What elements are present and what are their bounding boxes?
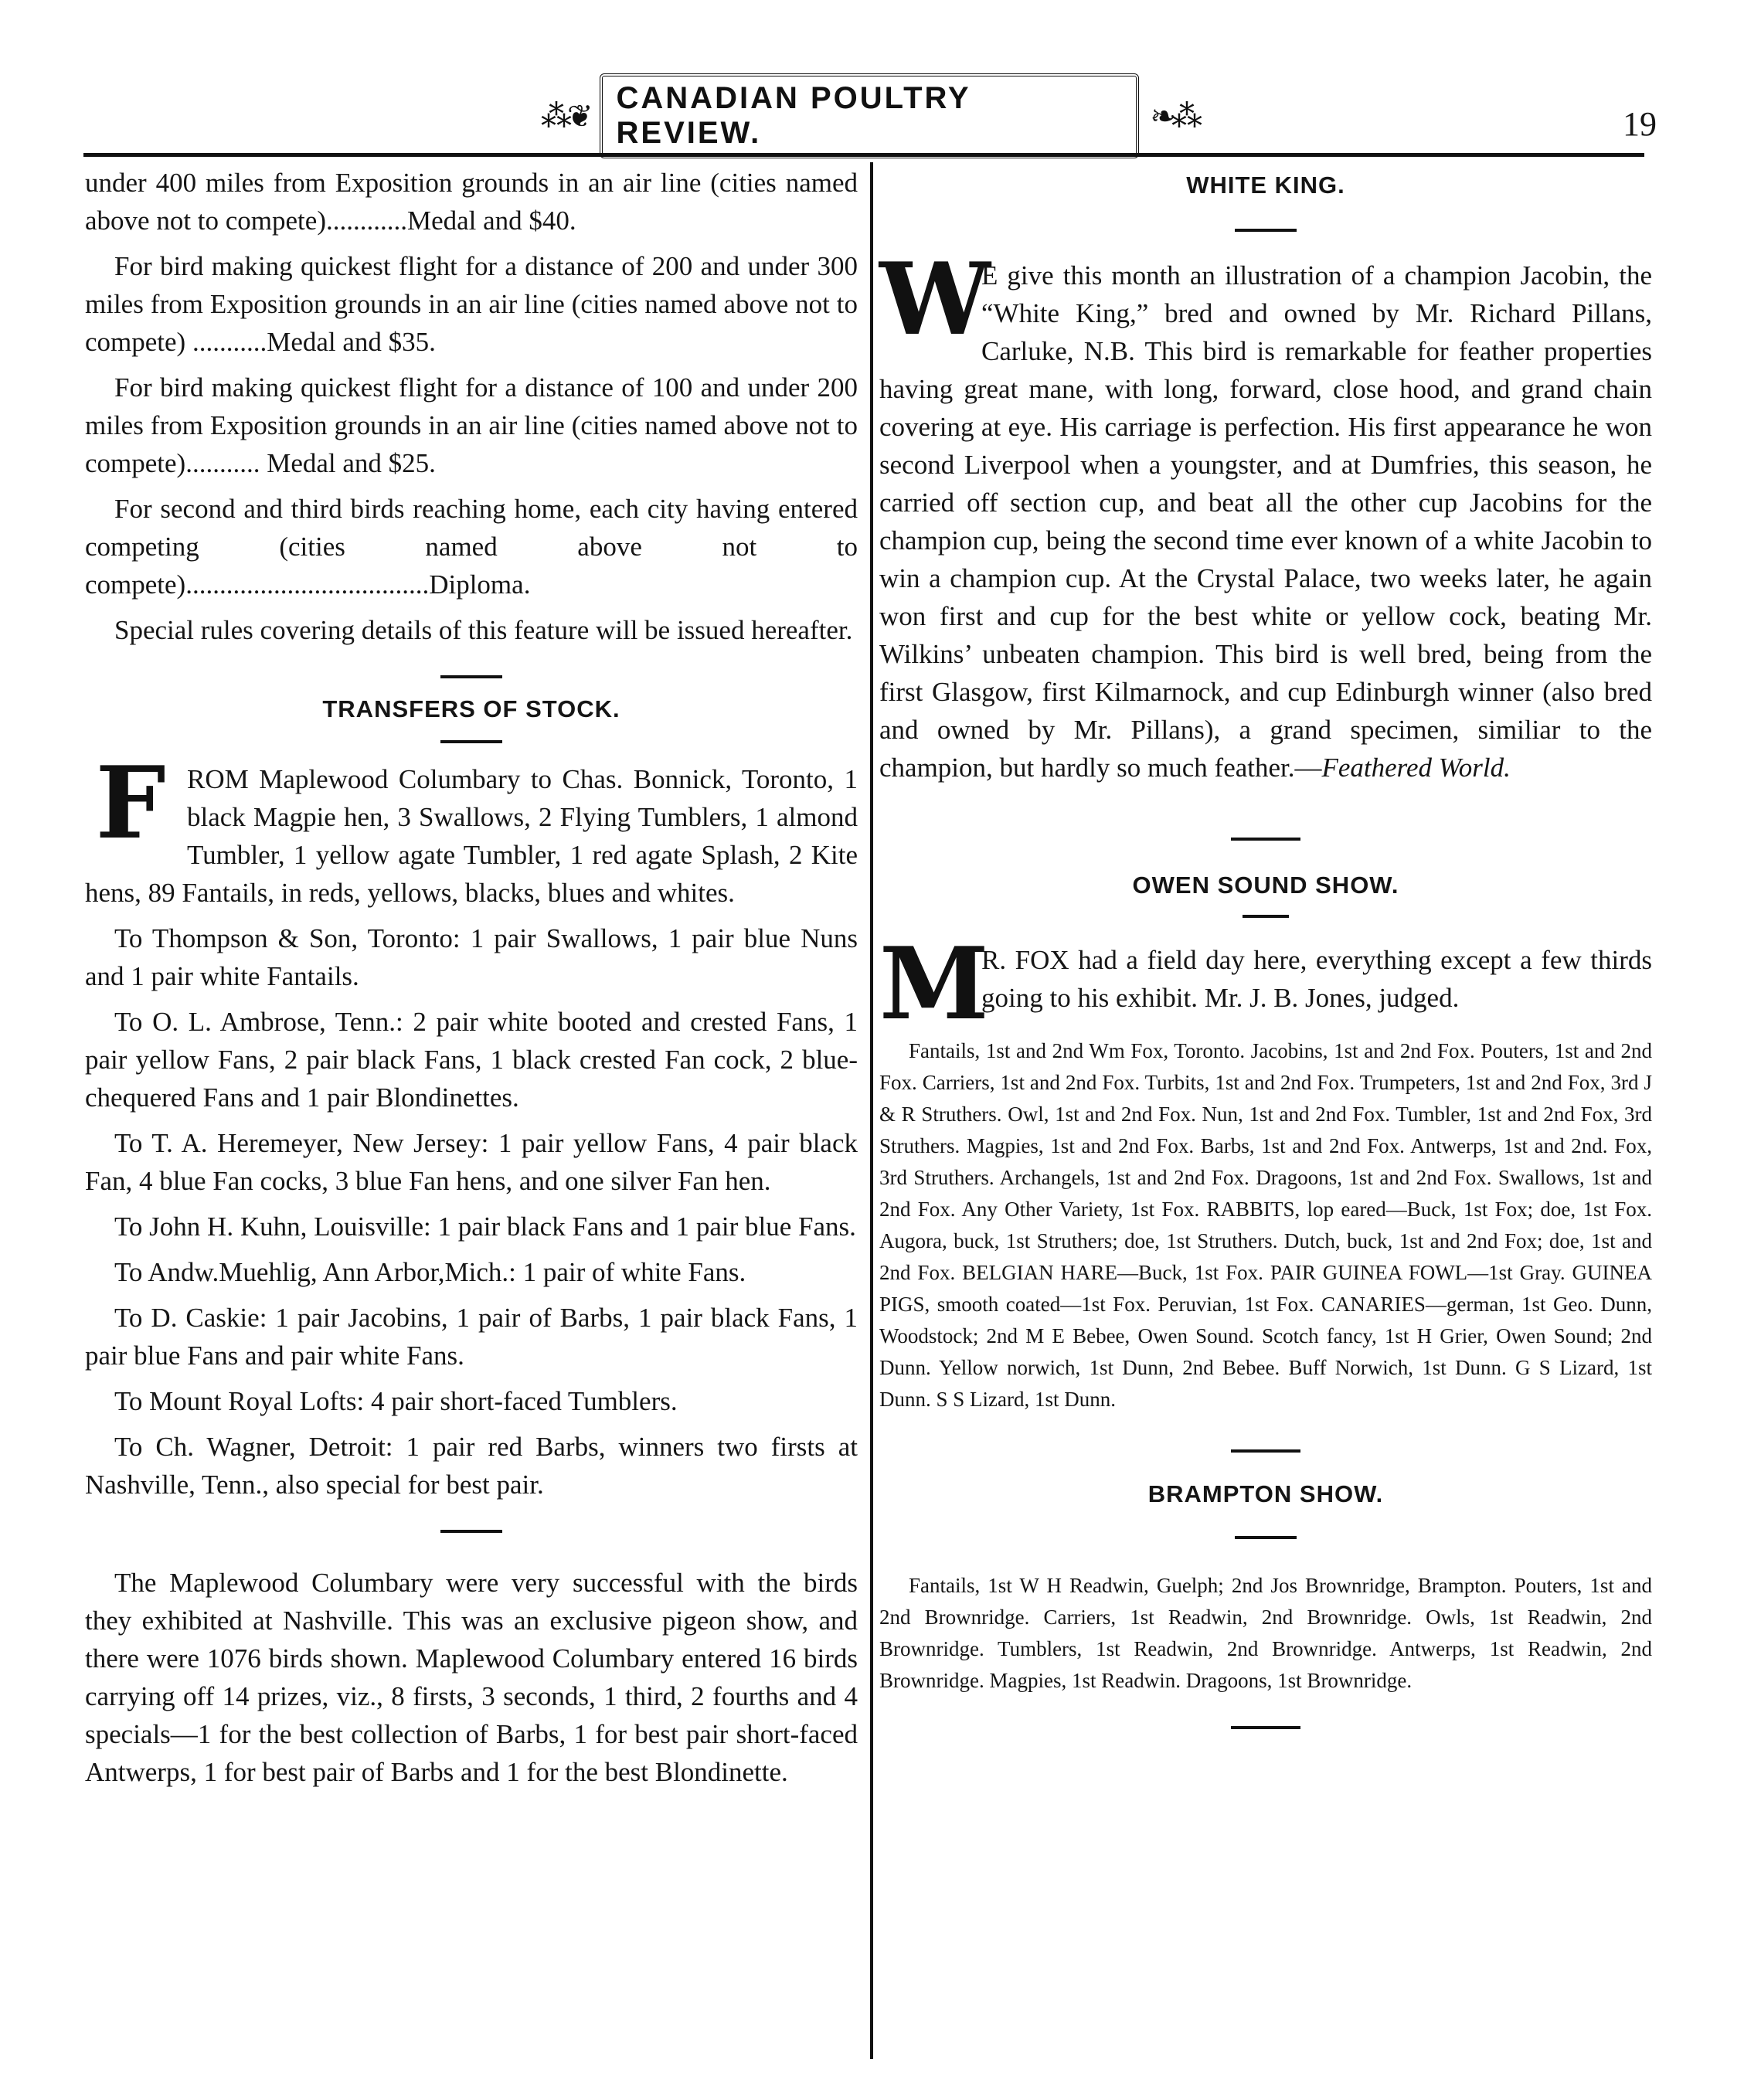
paragraph-special-rules: Special rules covering details of this feature will be issued hereafter. (114, 615, 853, 645)
heading-white-king: WHITE KING. (1186, 172, 1345, 199)
masthead (541, 81, 1198, 150)
transfer-item: To T. A. Heremeyer, New Jersey: 1 pair yellow Fans, 4 pair black Fan, 4 blue Fan cocks, 3 blue Fan hens, and one silver Fan hen. (85, 1128, 858, 1196)
transfer-item: To Andw.Muehlig, Ann Arbor,Mich.: 1 pair of white Fans. (114, 1257, 746, 1287)
section-divider (1231, 1449, 1300, 1453)
transfer-item: To John H. Kuhn, Louisville: 1 pair black Fans and 1 pair blue Fans. (114, 1211, 856, 1242)
white-king-source: Feathered World. (1321, 753, 1511, 783)
section-divider (1235, 229, 1297, 232)
masthead-title: CANADIAN POULTRY REVIEW. (600, 73, 1140, 158)
owen-sound-results: Fantails, 1st and 2nd Wm Fox, Toronto. Jacobins, 1st and 2nd Fox. Pouters, 1st and 2nd Fox. Carriers, 1st and 2nd Fox. Turbits, 1st and 2nd Fox. Trumpeters, 1st and 2nd Fox, 3rd J & R Struthers. Owl, 1st and 2nd Fox. Nun, 1st and 2nd Fox. Tumbler, 1st and 2nd Fox, 3rd Struthers. Magpies, 1st and 2nd Fox. Barbs, 1st and 2nd Fox. Antwerps, 1st and 2nd. Fox, 3rd Struthers. Archangels, 1st and 2nd Fox. Dragoons, 1st and 2nd Fox. Swallows, 1st and 2nd Fox. Any Other Variety, 1st Fox. RABBITS, lop eared—Buck, 1st Fox; doe, 1st Fox. Augora, buck, 1st Struthers; doe, 1st Struthers. Dutch, buck, 1st and 2nd Fox; doe, 1st and 2nd Fox. BELGIAN HARE—Buck, 1st Fox. PAIR GUINEA FOWL—1st Gray. GUINEA PIGS, smooth coated—1st Fox. Peruvian, 1st Fox. CANARIES—german, 1st Geo. Dunn, Woodstock; 2nd M E Bebee, Owen Sound. Scotch fancy, 1st H Grier, Owen Sound; 2nd Dunn. Yellow norwich, 1st Dunn, 2nd Bebee. Buff Norwich, 1st Dunn. G S Lizard, 1st Dunn. S S Lizard, 1st Dunn. (879, 1039, 1652, 1411)
section-divider (1231, 838, 1300, 841)
column-rule (870, 162, 873, 2059)
ornament-left-icon: ⁂❦ (541, 98, 589, 134)
paragraph-flight-400: under 400 miles from Exposition grounds in an air line (cities named above not to compete)............Medal and $40. (85, 168, 858, 236)
transfer-item: To Mount Royal Lofts: 4 pair short-faced Tumblers. (114, 1386, 678, 1416)
page-number: 19 (1623, 105, 1657, 143)
transfers-article (85, 746, 858, 1504)
transfer-item: To Ch. Wagner, Detroit: 1 pair red Barbs, winners two firsts at Nashville, Tenn., also special for best pair. (85, 1432, 858, 1500)
header-rule (83, 153, 1644, 157)
section-divider (440, 1530, 502, 1533)
transfer-item: To O. L. Ambrose, Tenn.: 2 pair white booted and crested Fans, 1 pair yellow Fans, 2 pair black Fans, 1 black crested Fan cock, 2 blue-chequered Fans and 1 pair Blondinettes. (85, 1007, 858, 1113)
white-king-text (879, 242, 1652, 787)
transfer-item: To Thompson & Son, Toronto: 1 pair Swallows, 1 pair blue Nuns and 1 pair white Fantails. (85, 923, 858, 991)
white-king-article (879, 242, 1652, 794)
transfers-lead: ROM Maplewood Columbary to Chas. Bonnick, Toronto, 1 black Magpie hen, 3 Swallows, 2 Flying Tumblers, 1 almond Tumbler, 1 yellow agate Tumbler, 1 red agate Splash, 2 Kite hens, 89 Fantails, in reds, yellows, blacks, blues and whites. (85, 764, 858, 908)
paragraph-second-third: For second and third birds reaching home, each city having entered competing (cities named above not to compete)....................................Diploma. (85, 494, 858, 600)
dropcap-m: M (879, 926, 989, 1042)
owen-sound-article (879, 926, 1652, 1415)
paragraph-maplewood: The Maplewood Columbary were very successful with the birds they exhibited at Nashville. This was an exclusive pigeon show, and there were 1076 birds shown. Maplewood Columbary entered 16 birds carrying off 14 prizes, viz., 8 firsts, 3 seconds, 1 third, 2 fourths and 4 specials—1 for the best collection of Barbs, 1 for best pair short-faced Antwerps, 1 for best pair of Barbs and 1 for the best Blondinette. (85, 1568, 858, 1787)
left-column (85, 164, 858, 1799)
ornament-right-icon: ❧⁂ (1150, 98, 1198, 134)
section-divider (1243, 915, 1289, 918)
heading-brampton-show: BRAMPTON SHOW. (1147, 1480, 1384, 1507)
paragraph-flight-200: For bird making quickest flight for a distance of 200 and under 300 miles from Exposition grounds in an air line (cities named above not to compete) ...........Medal and $35. (85, 251, 858, 357)
right-column (879, 164, 1652, 1729)
white-king-body: E give this month an illustration of a champion Jacobin, the “White King,” bred and owned by Mr. Richard Pillans, Carluke, N.B. This bird is remarkable for feather properties having great mane, with long, forward, close hood, and grand chain covering at eye. His carriage is perfection. His first appearance he won second Liverpool when a youngster, and at Dumfries, this season, he carried off section cup, and beat all the other cup Jacobins for the champion cup, being the second time ever known of a white Jacobin to win a champion cup. At the Crystal Palace, two weeks later, he again won first and cup for the best white or yellow cock, beating Mr. Wilkins’ unbeaten champion. This bird is well bred, being from the first Glasgow, first Kilmarnock, and cup Edinburgh winner (also bred and owned by Mr. Pillans), a grand specimen, similiar to the champion, but hardly so much feather.— (879, 260, 1652, 783)
heading-owen-sound-show: OWEN SOUND SHOW. (1132, 872, 1399, 899)
owen-sound-lead: R. FOX had a field day here, everything except a few thirds going to his exhibit. Mr. J. B. Jones, judged. (981, 945, 1652, 1013)
section-divider (1231, 1726, 1300, 1729)
heading-transfers-of-stock: TRANSFERS OF STOCK. (322, 695, 620, 722)
section-divider (440, 740, 502, 743)
transfer-item: To D. Caskie: 1 pair Jacobins, 1 pair of Barbs, 1 pair black Fans, 1 pair blue Fans and pair white Fans. (85, 1303, 858, 1371)
dropcap-f: F (95, 746, 166, 861)
brampton-results: Fantails, 1st W H Readwin, Guelph; 2nd Jos Brownridge, Brampton. Pouters, 1st and 2nd Brownridge. Carriers, 1st Readwin, 2nd Brownridge. Owls, 1st Readwin, 2nd Brownridge. Tumblers, 1st Readwin, 2nd Brownridge. Antwerps, 1st Readwin, 2nd Brownridge. Magpies, 1st Readwin. Dragoons, 1st Brownridge. (879, 1574, 1652, 1692)
paragraph-flight-100: For bird making quickest flight for a distance of 100 and under 200 miles from Exposition grounds in an air line (cities named above not to compete)........... Medal and $25. (85, 372, 858, 478)
section-divider (1235, 1536, 1297, 1539)
section-divider (440, 675, 502, 678)
dropcap-w: W (879, 242, 991, 358)
